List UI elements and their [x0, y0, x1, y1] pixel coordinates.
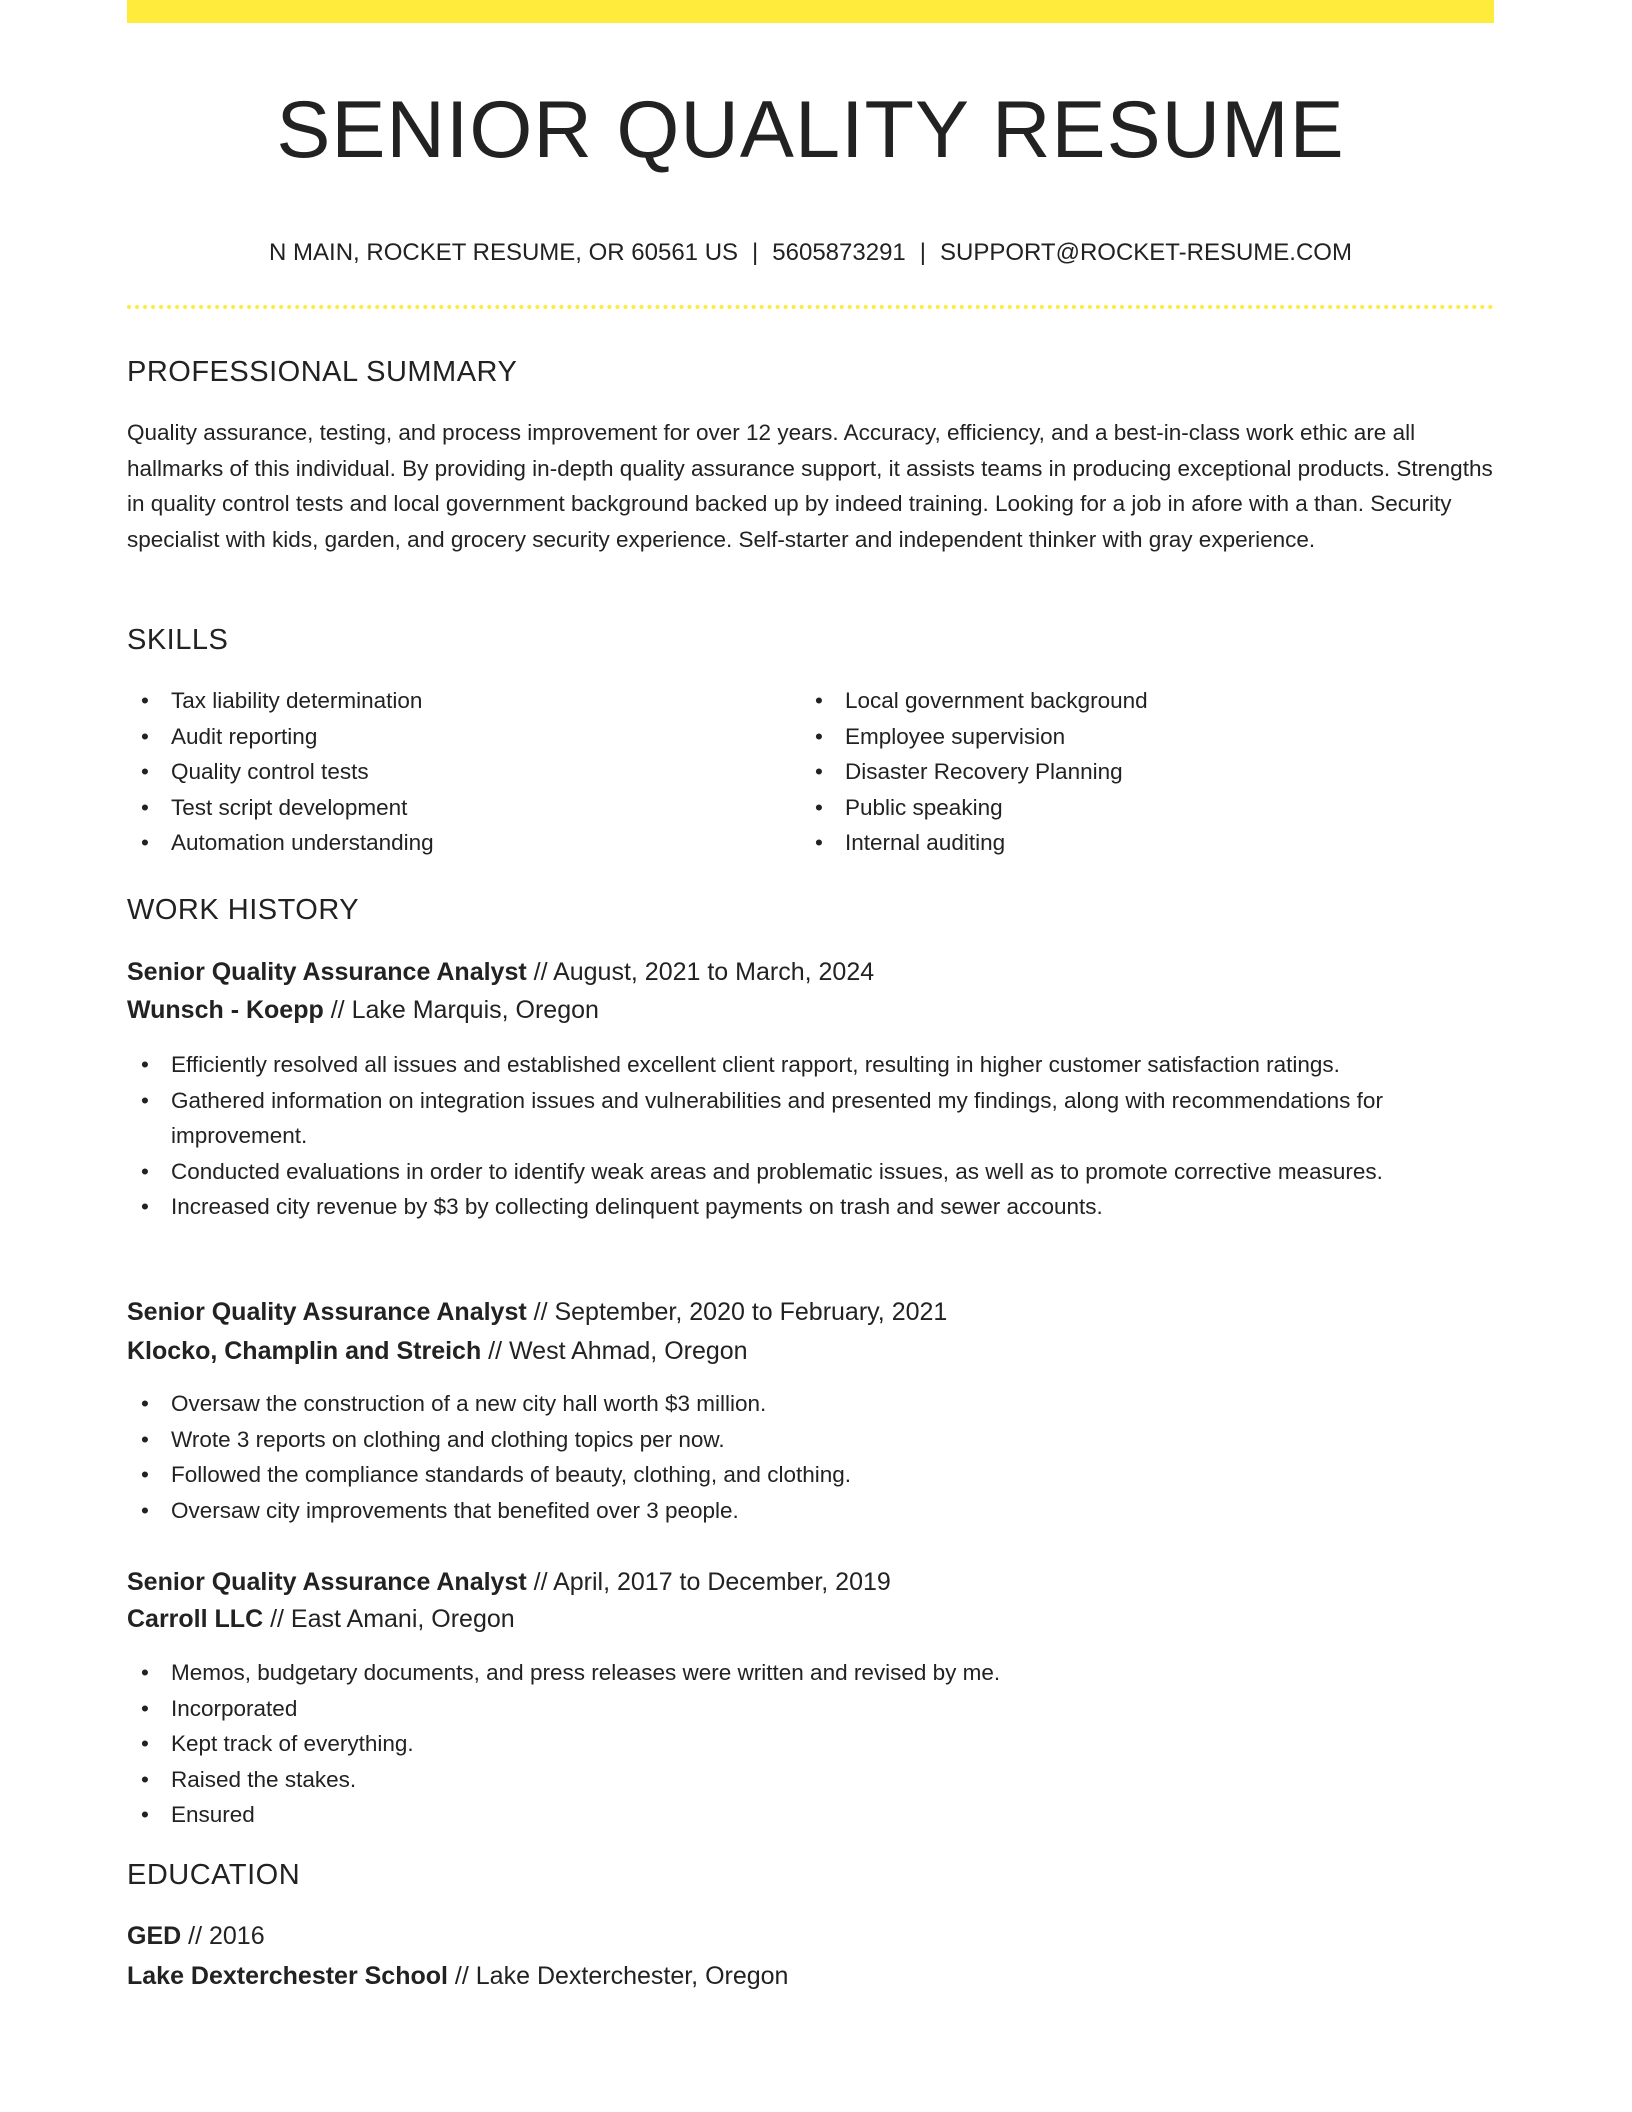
contact-address: N MAIN, ROCKET RESUME, OR 60561 US	[269, 239, 739, 266]
section-title-education: EDUCATION	[127, 1859, 301, 1891]
contact-phone[interactable]: 5605873291	[772, 239, 906, 266]
job-bullets	[127, 1655, 1494, 1833]
job-bullet: • Wrote 3 reports on clothing and clothing topics per now.	[127, 1422, 1494, 1458]
job-dates: September, 2020 to February, 2021	[554, 1298, 948, 1326]
section-title-work-history: WORK HISTORY	[127, 894, 360, 926]
job-company: Wunsch - Koepp	[127, 996, 324, 1024]
job-bullets	[127, 1386, 1494, 1528]
skill-item: • Local government background	[801, 683, 1461, 719]
skill-item: • Disaster Recovery Planning	[801, 754, 1461, 790]
job-title-line	[127, 953, 874, 991]
job-role: Senior Quality Assurance Analyst	[127, 1298, 527, 1326]
education-degree-line	[127, 1917, 265, 1955]
resume-title: SENIOR QUALITY RESUME	[276, 85, 1345, 175]
job-bullet: • Oversaw city improvements that benefited over 3 people.	[127, 1493, 1494, 1529]
accent-top-bar	[127, 0, 1494, 23]
education-separator: //	[181, 1922, 209, 1950]
job-separator: //	[526, 1298, 555, 1326]
job-bullet: • Kept track of everything.	[127, 1726, 1494, 1762]
job-company: Carroll LLC	[127, 1605, 264, 1633]
job-separator: //	[263, 1605, 291, 1633]
job-bullet: • Raised the stakes.	[127, 1762, 1494, 1798]
job-bullet: • Efficiently resolved all issues and established excellent client rapport, resulting in higher customer satisfaction ratings.	[127, 1047, 1494, 1083]
job-location: East Amani, Oregon	[290, 1605, 515, 1633]
job-role: Senior Quality Assurance Analyst	[127, 958, 527, 986]
job-bullet: • Ensured	[127, 1797, 1494, 1833]
section-title-skills: SKILLS	[127, 624, 229, 656]
contact-separator: |	[919, 239, 926, 266]
education-school: Lake Dexterchester School	[127, 1962, 448, 1990]
education-year: 2016	[208, 1922, 265, 1950]
job-bullet: • Increased city revenue by $3 by collecting delinquent payments on trash and sewer accounts.	[127, 1189, 1494, 1225]
contact-email[interactable]: SUPPORT@ROCKET-RESUME.COM	[940, 239, 1352, 266]
skills-list-right	[801, 683, 1461, 861]
skill-item: • Quality control tests	[127, 754, 787, 790]
education-location: Lake Dexterchester, Oregon	[475, 1962, 789, 1990]
skill-item: • Employee supervision	[801, 719, 1461, 755]
summary-text: Quality assurance, testing, and process improvement for over 12 years. Accuracy, efficiency, and a best-in-class work ethic are all hallmarks of this individual. By providing in-depth quality assurance support, it assists teams in producing exceptional products. Strengths in quality control tests and local government background backed up by indeed training. Looking for a job in afore with a than. Security specialist with kids, garden, and grocery security experience. Self-starter and independent thinker with gray experience.	[127, 420, 1493, 552]
contact-line	[127, 236, 1494, 270]
job-company-line	[127, 1600, 515, 1638]
job-dates: April, 2017 to December, 2019	[553, 1568, 891, 1596]
skill-item: • Automation understanding	[127, 825, 787, 861]
skills-list-left	[127, 683, 787, 861]
job-bullet: • Conducted evaluations in order to identify weak areas and problematic issues, as well as to promote corrective measures.	[127, 1154, 1494, 1190]
job-bullet: • Memos, budgetary documents, and press releases were written and revised by me.	[127, 1655, 1494, 1691]
job-bullet: • Oversaw the construction of a new city hall worth $3 million.	[127, 1386, 1494, 1422]
dotted-divider	[127, 305, 1494, 309]
job-company-line	[127, 991, 599, 1029]
education-separator: //	[447, 1962, 476, 1990]
job-location: West Ahmad, Oregon	[509, 1337, 748, 1365]
contact-separator: |	[752, 239, 759, 266]
job-location: Lake Marquis, Oregon	[351, 996, 599, 1024]
job-separator: //	[526, 1568, 554, 1596]
section-title-summary: PROFESSIONAL SUMMARY	[127, 356, 518, 388]
skill-item: • Public speaking	[801, 790, 1461, 826]
job-bullet: • Incorporated	[127, 1691, 1494, 1727]
job-title-line	[127, 1563, 891, 1601]
job-role: Senior Quality Assurance Analyst	[127, 1568, 527, 1596]
skill-item: • Tax liability determination	[127, 683, 787, 719]
job-separator: //	[526, 958, 554, 986]
job-dates: August, 2021 to March, 2024	[553, 958, 875, 986]
job-separator: //	[481, 1337, 510, 1365]
job-bullet: • Followed the compliance standards of beauty, clothing, and clothing.	[127, 1457, 1494, 1493]
job-title-line	[127, 1293, 947, 1331]
education-degree: GED	[127, 1922, 182, 1950]
skill-item: • Internal auditing	[801, 825, 1461, 861]
job-company: Klocko, Champlin and Streich	[127, 1337, 482, 1365]
job-company-line	[127, 1332, 748, 1370]
skill-item: • Test script development	[127, 790, 787, 826]
education-school-line	[127, 1957, 788, 1995]
job-bullet: • Gathered information on integration issues and vulnerabilities and presented my findings, along with recommendations for improvement.	[127, 1083, 1494, 1154]
skill-item: • Audit reporting	[127, 719, 787, 755]
job-separator: //	[323, 996, 352, 1024]
job-bullets	[127, 1047, 1494, 1225]
